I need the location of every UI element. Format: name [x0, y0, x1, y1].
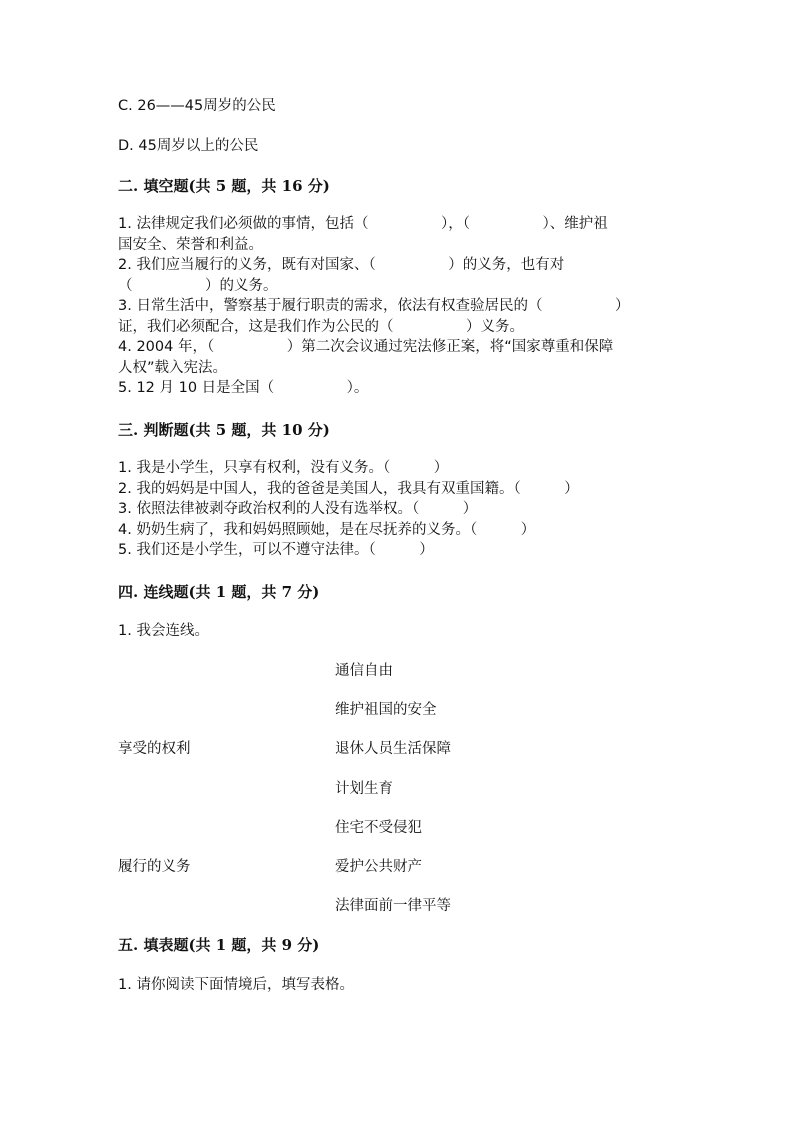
- section-heading-true-false: 三. 判断题(共 5 题，共 10 分): [118, 421, 330, 439]
- fill-blank-line: 3. 日常生活中，警察基于履行职责的需求，依法有权查验居民的（ ）: [118, 298, 630, 314]
- matching-right-item: 维护祖国的安全: [335, 702, 437, 718]
- matching-question: 1. 我会连线。: [118, 623, 209, 639]
- matching-right-item: 爱护公共财产: [335, 859, 422, 875]
- fill-blank-line: 国安全、荣誉和利益。: [118, 236, 263, 253]
- matching-right-item: 住宅不受侵犯: [335, 820, 422, 836]
- fill-blank-line: （ ）的义务。: [118, 277, 278, 294]
- fill-blank-line: 1. 法律规定我们必须做的事情，包括（ ），（ ）、维护祖: [118, 216, 608, 232]
- fill-blank-line: 证，我们必须配合，这是我们作为公民的（ ）义务。: [118, 318, 524, 335]
- true-false-line: 2. 我的妈妈是中国人，我的爸爸是美国人，我具有双重国籍。（ ）: [118, 480, 579, 497]
- table-fill-question: 1. 请你阅读下面情境后，填写表格。: [118, 977, 354, 993]
- fill-blank-line: 5. 12 月 10 日是全国（ ）。: [118, 380, 369, 396]
- fill-blank-line: 人权”载入宪法。: [118, 359, 228, 376]
- matching-left-item: 享受的权利: [118, 741, 191, 757]
- true-false-line: 1. 我是小学生，只享有权利，没有义务。（ ）: [118, 460, 449, 476]
- true-false-line: 5. 我们还是小学生，可以不遵守法律。（ ）: [118, 542, 434, 558]
- section-heading-matching: 四. 连线题(共 1 题，共 7 分): [118, 583, 320, 601]
- section-heading-table-fill: 五. 填表题(共 1 题，共 9 分): [118, 936, 320, 954]
- true-false-line: 3. 依照法律被剥夺政治权利的人没有选举权。（ ）: [118, 501, 478, 517]
- fill-blank-line: 2. 我们应当履行的义务，既有对国家、（ ）的义务，也有对: [118, 257, 565, 273]
- matching-right-item: 通信自由: [335, 663, 393, 679]
- matching-right-item: 计划生育: [335, 781, 393, 797]
- matching-right-item: 法律面前一律平等: [335, 898, 451, 914]
- true-false-questions: [118, 458, 678, 561]
- true-false-line: 4. 奶奶生病了，我和妈妈照顾她，是在尽抚养的义务。（ ）: [118, 521, 536, 538]
- section-heading-fill-blank: 二. 填空题(共 5 题，共 16 分): [118, 177, 330, 195]
- option-d: D. 45周岁以上的公民: [118, 138, 259, 154]
- matching-right-item: 退休人员生活保障: [335, 741, 451, 757]
- option-c: C. 26——45周岁的公民: [118, 98, 276, 114]
- fill-blank-questions: [118, 214, 678, 399]
- matching-left-item: 履行的义务: [118, 859, 191, 875]
- fill-blank-line: 4. 2004 年，（ ）第二次会议通过宪法修正案，将“国家尊重和保障: [118, 339, 614, 355]
